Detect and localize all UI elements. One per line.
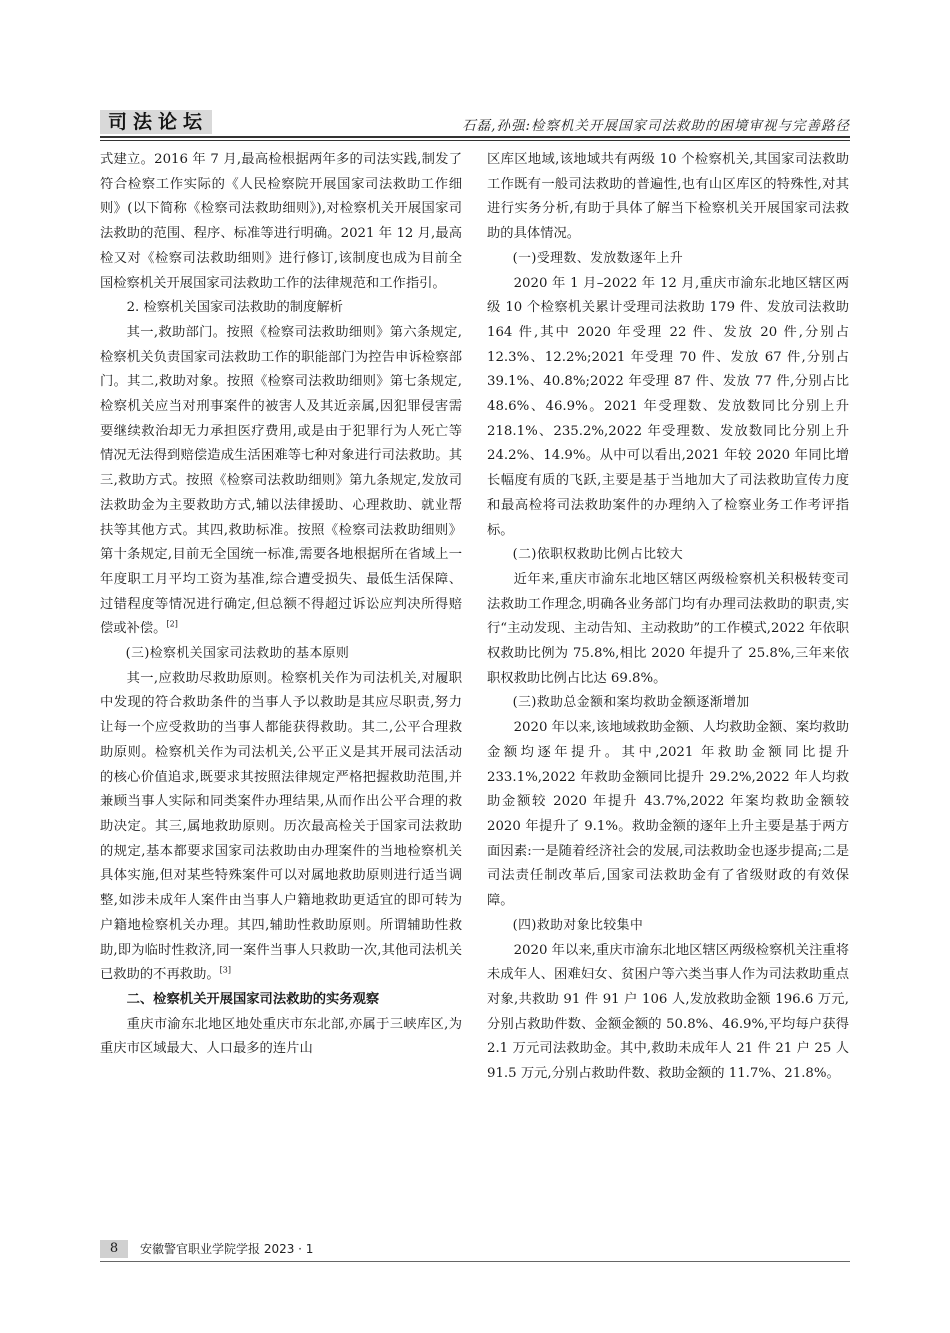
header-rule bbox=[100, 136, 850, 138]
journal-name: 安徽警官职业学院学报 2023 · 1 bbox=[140, 1242, 314, 1256]
citation-ref: [3] bbox=[219, 965, 232, 975]
column-name-tag: 司法论坛 bbox=[100, 110, 212, 134]
paragraph: 其一,应救助尽救助原则。检察机关作为司法机关,对履职中发现的符合救助条件的当事人予以救助是其应尽职责,努力让每一个应受救助的当事人都能获得救助。其二,公平合理救助原则。检察机关作为司法机关,公平正义是其开展司法活动的核心价值追求,既要求其按照法律规定严格把握救助范围,并兼顾当事人实际和同类案件办理结果,从而作出公平合理的救助决定。其三,属地救助原则。历次最高检关于国家司法救助的规定,基本都要求国家司法救助由办理案件的当地检察机关具体实施,但对某些特殊案件可以对属地救助原则进行适当调整,如涉未成年人案件由当事人户籍地救助更适宜的即可转为户籍地检察机关办理。其四,辅助性救助原则。所谓辅助性救助,即为临时性救济,同一案件当事人只救助一次,其他司法机关已救助的不再救助。[3] bbox=[100, 670, 462, 983]
subsection-heading: (四)救助对象比较集中 bbox=[512, 917, 644, 933]
paragraph: 2020 年 1 月–2022 年 12 月,重庆市渝东北地区辖区两级 10 个检察机关累计受理司法救助 179 件、发放司法救助 164 件,其中 2020 年受理 22 件、发放 20 件,分别占 12.3%、12.2%;2021 年受理 70 件、发放 67 件,分别占 39.1%、40.8%;2022 年受理 87 件、发放 77 件,分别占比 48.6%、46.9%。2021 年受理数、发放数同比分别上升 218.1%、235.2%,2022 年受理数、发放数同比分别上升 24.2%、14.9%。从中可以看出,2021 年较 2020 年同比增长幅度有质的飞跃,主要是基于当地加大了司法救助宣传力度和最高检将司法救助案件的办理纳入了检察业务工作考评指标。 bbox=[487, 275, 849, 538]
header-rule-thin bbox=[100, 140, 850, 141]
paragraph: 重庆市渝东北地区地处重庆市东北部,亦属于三峡库区,为重庆市区域最大、人口最多的连片山 bbox=[100, 1016, 462, 1057]
paragraph: 2020 年以来,该地域救助金额、人均救助金额、案均救助金额均逐年提升。其中,2021 年救助金额同比提升 233.1%,2022 年救助金额同比提升 29.2%,2022 年人均救助金额较 2020 年提升 43.7%,2022 年案均救助金额较 2020 年提升了 9.1%。救助金额的逐年上升主要是基于两方面因素:一是随着经济社会的发展,司法救助金也逐步提高;二是司法责任制改革后,国家司法救助金有了省级财政的有效保障。 bbox=[487, 720, 849, 909]
paragraph: 近年来,重庆市渝东北地区辖区两级检察机关积极转变司法救助工作理念,明确各业务部门均有办理司法救助的职责,实行“主动发现、主动告知、主动救助”的工作模式,2022 年依职权救助比例为 75.8%,相比 2020 年提升了 25.8%,三年来依职权救助比例占比达 69.8%。 bbox=[487, 571, 849, 686]
paragraph: 2020 年以来,重庆市渝东北地区辖区两级检察机关注重将未成年人、困难妇女、贫困户等六类当事人作为司法救助重点对象,共救助 91 件 91 户 106 人,发放救助金额 196.6 万元,分别占救助件数、金额金额的 50.8%、46.9%,平均每户获得 2.1 万元司法救助金。其中,救助未成年人 21 件 21 户 25 人 91.5 万元,分别占救助件数、救助金额的 11.7%、21.8%。 bbox=[487, 942, 849, 1082]
left-column bbox=[100, 148, 462, 1062]
article-title: 石磊,孙强:检察机关开展国家司法救助的困境审视与完善路径 bbox=[462, 118, 850, 134]
numbered-heading: 2. 检察机关国家司法救助的制度解析 bbox=[126, 300, 343, 316]
page-number: 8 bbox=[100, 1240, 128, 1258]
paragraph: 区库区地域,该地域共有两级 10 个检察机关,其国家司法救助工作既有一般司法救助的普遍性,也有山区库区的特殊性,对其进行实务分析,有助于具体了解当下检察机关开展国家司法救助的具体情况。 bbox=[487, 152, 849, 242]
subsection-heading: (三)救助总金额和案均救助金额逐渐增加 bbox=[512, 695, 750, 711]
subsection-heading: (三)检察机关国家司法救助的基本原则 bbox=[125, 646, 350, 662]
subsection-heading: (二)依职权救助比例占比较大 bbox=[512, 547, 684, 563]
subsection-heading: (一)受理数、发放数逐年上升 bbox=[512, 250, 684, 266]
paragraph: 其一,救助部门。按照《检察司法救助细则》第六条规定,检察机关负责国家司法救助工作的职能部门为控告申诉检察部门。其二,救助对象。按照《检察司法救助细则》第七条规定,检察机关应当对刑事案件的被害人及其近亲属,因犯罪侵害需要继续救治却无力承担医疗费用,或是由于犯罪行为人死亡等情况无法得到赔偿造成生活困难等七种对象进行司法救助。其三,救助方式。按照《检察司法救助细则》第九条规定,发放司法救助金为主要救助方式,辅以法律援助、心理救助、就业帮扶等其他方式。其四,救助标准。按照《检察司法救助细则》第十条规定,目前无全国统一标准,需要各地根据所在省域上一年度职工月平均工资为基准,综合遭受损失、最低生活保障、过错程度等情况进行确定,但总额不得超过诉讼应判决所得赔偿或补偿。[2] bbox=[100, 324, 462, 637]
paragraph: 式建立。2016 年 7 月,最高检根据两年多的司法实践,制发了符合检察工作实际的《人民检察院开展国家司法救助工作细则》(以下简称《检察司法救助细则》),对检察机关开展国家司法救助的范围、程序、标准等进行明确。2021 年 12 月,最高检又对《检察司法救助细则》进行修订,该制度也成为目前全国检察机关开展国家司法救助工作的法律规范和工作指引。 bbox=[100, 152, 462, 291]
right-column bbox=[487, 148, 849, 1087]
section-heading: 二、检察机关开展国家司法救助的实务观察 bbox=[126, 991, 380, 1007]
citation-ref: [2] bbox=[166, 619, 178, 629]
footer-rule bbox=[100, 1261, 850, 1262]
